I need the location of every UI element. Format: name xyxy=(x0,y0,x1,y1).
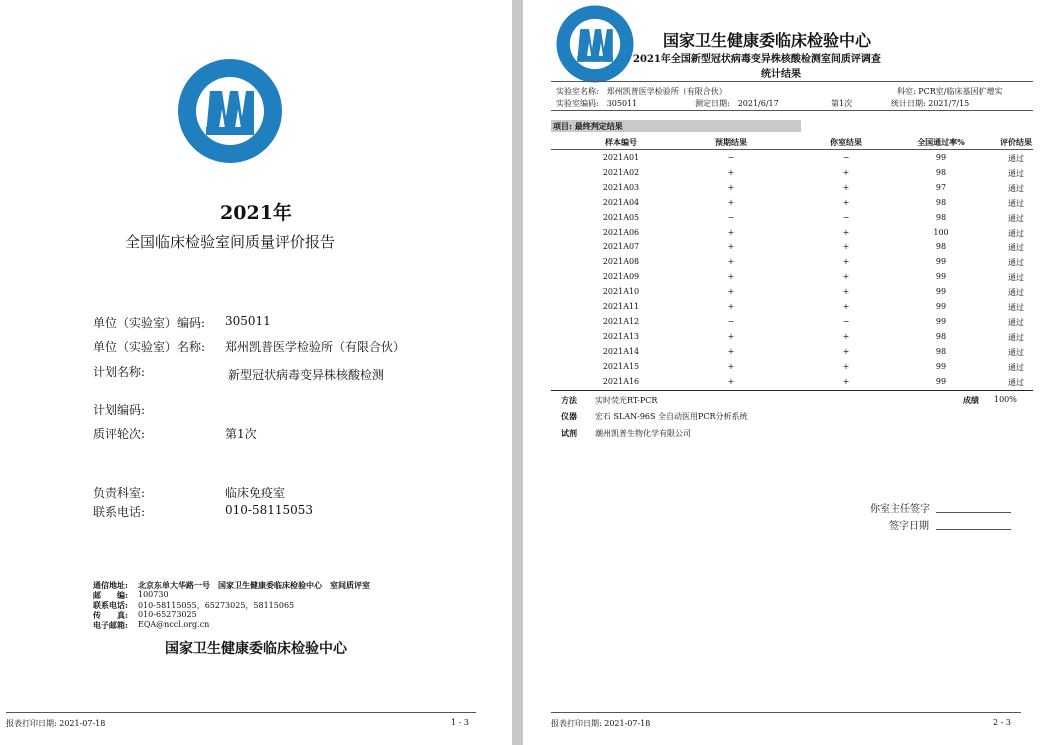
cell-pass-rate: 98 xyxy=(935,242,947,252)
signature-date-line xyxy=(936,529,1011,530)
cell-expected: + xyxy=(727,287,735,297)
cell-evaluation: 通过 xyxy=(1008,362,1024,372)
director-signature-label: 你室主任签字 xyxy=(870,504,930,515)
table-row xyxy=(551,257,1033,272)
cell-expected: + xyxy=(727,242,735,252)
instrument-label: 仪器 xyxy=(561,411,577,421)
cell-pass-rate: 99 xyxy=(935,376,947,386)
nccl-seal-logo xyxy=(555,4,635,84)
cell-evaluation: 通过 xyxy=(1008,198,1024,208)
table-row xyxy=(551,228,1033,243)
organization-name: 国家卫生健康委临床检验中心 xyxy=(165,641,347,657)
instrument-value: 宏石 SLAN-96S 全自动医用PCR分析系统 xyxy=(595,412,748,421)
cell-sample-id: 2021A10 xyxy=(602,287,640,297)
cell-pass-rate: 99 xyxy=(935,302,947,311)
cell-sample-id: 2021A07 xyxy=(602,242,640,252)
score-label: 成绩 xyxy=(963,395,979,405)
cell-evaluation: 通过 xyxy=(1008,317,1024,327)
footer-print-date: 报表打印日期: 2021-07-18 xyxy=(6,719,106,728)
info-lab-code: 实验室编码: 305011 xyxy=(556,99,638,108)
cell-expected: + xyxy=(727,227,735,237)
cell-pass-rate: 98 xyxy=(935,197,947,207)
table-row xyxy=(551,317,1033,332)
method-value: 实时荧光RT-PCR xyxy=(595,396,658,405)
field-label-lab-name: 单位（实验室）名称: xyxy=(93,340,206,354)
report-year: 2021年 xyxy=(220,202,292,224)
table-row xyxy=(551,332,1033,347)
reagent-value: 潮州凯普生物化学有限公司 xyxy=(595,429,691,438)
survey-subtitle: 统计结果 xyxy=(761,69,801,80)
cell-lab-result: + xyxy=(842,242,850,252)
contact-zip-value: 100730 xyxy=(138,590,169,599)
cell-pass-rate: 98 xyxy=(935,212,947,222)
info-lab-name: 实验室名称: 郑州凯普医学检验所（有限合伙） xyxy=(556,87,727,96)
method-label: 方法 xyxy=(561,395,577,405)
cell-pass-rate: 99 xyxy=(935,272,947,282)
table-row xyxy=(551,242,1033,257)
cell-expected: + xyxy=(727,376,735,386)
cell-lab-result: + xyxy=(842,361,850,371)
column-header-lab-result: 你室结果 xyxy=(830,137,862,147)
contact-fax-label: 传 真: xyxy=(93,610,128,620)
cell-expected: − xyxy=(727,212,735,222)
cell-pass-rate: 99 xyxy=(935,287,947,297)
cell-lab-result: + xyxy=(842,272,850,282)
cell-pass-rate: 98 xyxy=(935,167,947,177)
column-header-evaluation: 评价结果 xyxy=(1000,137,1032,147)
cell-evaluation: 通过 xyxy=(1008,273,1024,283)
table-bottom-line xyxy=(551,390,1033,391)
cell-evaluation: 通过 xyxy=(1008,243,1024,253)
contact-address-value: 北京东单大华路一号 国家卫生健康委临床检验中心 室间质评室 xyxy=(138,580,370,590)
project-label: 项目: 最终判定结果 xyxy=(551,120,801,132)
table-row xyxy=(551,168,1033,183)
cell-lab-result: + xyxy=(842,227,850,237)
footer-print-date: 报表打印日期: 2021-07-18 xyxy=(551,719,651,728)
field-label-round: 质评轮次: xyxy=(93,427,146,441)
cell-pass-rate: 98 xyxy=(935,346,947,356)
table-row xyxy=(551,362,1033,377)
cell-evaluation: 通过 xyxy=(1008,258,1024,268)
field-value-lab-name: 郑州凯普医学检验所（有限合伙） xyxy=(225,340,406,354)
cell-sample-id: 2021A01 xyxy=(602,153,640,162)
field-value-lab-code: 305011 xyxy=(225,314,271,328)
cell-expected: + xyxy=(727,257,735,267)
nccl-seal-logo xyxy=(176,57,284,165)
cell-sample-id: 2021A12 xyxy=(602,316,640,326)
table-row xyxy=(551,347,1033,362)
cell-sample-id: 2021A09 xyxy=(602,272,640,282)
cell-evaluation: 通过 xyxy=(1008,154,1024,163)
cell-sample-id: 2021A14 xyxy=(602,346,640,356)
cell-evaluation: 通过 xyxy=(1008,228,1024,238)
info-test-date: 测定日期: 2021/6/17 xyxy=(695,99,779,108)
field-label-plan-name: 计划名称: xyxy=(93,365,146,379)
cell-evaluation: 通过 xyxy=(1008,303,1024,312)
field-label-lab-code: 单位（实验室）编码: xyxy=(93,316,206,330)
cell-evaluation: 通过 xyxy=(1008,168,1024,178)
signature-date-label: 签字日期 xyxy=(889,521,929,532)
footer-divider xyxy=(6,712,476,713)
cell-evaluation: 通过 xyxy=(1008,332,1024,342)
field-value-phone: 010-58115053 xyxy=(225,503,314,517)
cell-sample-id: 2021A16 xyxy=(602,376,640,386)
statistics-results-page xyxy=(523,0,1060,745)
footer-divider xyxy=(551,712,1021,713)
column-header-expected: 预期结果 xyxy=(715,137,747,147)
cell-pass-rate: 97 xyxy=(935,182,947,192)
field-label-plan-code: 计划编码: xyxy=(93,403,146,417)
cell-expected: + xyxy=(727,197,735,207)
director-signature-line xyxy=(936,512,1011,513)
cell-expected: + xyxy=(727,302,735,311)
cell-lab-result: + xyxy=(842,257,850,267)
cell-lab-result: + xyxy=(842,182,850,192)
reagent-label: 试剂 xyxy=(561,428,577,438)
cell-expected: + xyxy=(727,331,735,341)
cell-pass-rate: 100 xyxy=(933,227,949,237)
cell-expected: + xyxy=(727,182,735,192)
field-label-phone: 联系电话: xyxy=(93,505,146,519)
column-header-pass-rate: 全国通过率% xyxy=(917,137,965,147)
field-value-department: 临床免疫室 xyxy=(225,486,286,500)
info-stat-date: 统计日期: 2021/7/15 xyxy=(891,99,970,108)
contact-zip-label: 邮 编: xyxy=(93,590,128,600)
info-round: 第1次 xyxy=(831,99,853,108)
cell-pass-rate: 98 xyxy=(935,331,947,341)
cell-evaluation: 通过 xyxy=(1008,288,1024,298)
cell-sample-id: 2021A11 xyxy=(602,302,640,311)
cell-pass-rate: 99 xyxy=(935,257,947,267)
contact-fax-value: 010-65273025 xyxy=(138,610,197,619)
cell-expected: + xyxy=(727,361,735,371)
info-bottom-line xyxy=(551,110,1033,111)
cell-sample-id: 2021A04 xyxy=(602,197,640,207)
cell-lab-result: + xyxy=(842,287,850,297)
survey-title: 2021年全国新型冠状病毒变异株核酸检测室间质评调查 xyxy=(633,54,881,65)
cell-evaluation: 通过 xyxy=(1008,213,1024,223)
cell-lab-result: + xyxy=(842,302,850,311)
cell-lab-result: + xyxy=(842,197,850,207)
footer-page-number: 1 - 3 xyxy=(451,718,469,727)
cell-pass-rate: 99 xyxy=(935,153,947,162)
cell-expected: − xyxy=(727,316,735,326)
cell-lab-result: + xyxy=(842,331,850,341)
info-department: 科室: PCR室/临床基因扩增实 xyxy=(897,87,1003,96)
field-label-department: 负责科室: xyxy=(93,486,146,500)
table-row xyxy=(551,302,1033,317)
cell-expected: + xyxy=(727,346,735,356)
table-row xyxy=(551,198,1033,213)
cell-expected: + xyxy=(727,167,735,177)
table-row xyxy=(551,213,1033,228)
table-row xyxy=(551,183,1033,198)
cell-lab-result: + xyxy=(842,346,850,356)
cell-lab-result: − xyxy=(842,212,850,222)
cell-lab-result: + xyxy=(842,167,850,177)
cell-sample-id: 2021A13 xyxy=(602,331,640,341)
cell-sample-id: 2021A03 xyxy=(602,182,640,192)
org-header: 国家卫生健康委临床检验中心 xyxy=(663,31,872,50)
table-header-line xyxy=(551,149,1033,150)
score-value: 100% xyxy=(994,395,1017,404)
cell-sample-id: 2021A05 xyxy=(602,212,640,222)
cell-expected: − xyxy=(727,153,735,162)
table-header xyxy=(551,137,1033,149)
field-value-plan-name: 新型冠状病毒变异株核酸检测 xyxy=(228,368,385,382)
cell-expected: + xyxy=(727,272,735,282)
contact-email-value: EQA@nccl.org.cn xyxy=(138,620,210,629)
cell-evaluation: 通过 xyxy=(1008,347,1024,357)
table-row xyxy=(551,153,1033,168)
cell-lab-result: − xyxy=(842,153,850,162)
cell-sample-id: 2021A06 xyxy=(602,227,640,237)
footer-page-number: 2 - 3 xyxy=(993,718,1011,727)
contact-address-label: 通信地址: xyxy=(93,580,128,590)
table-row xyxy=(551,287,1033,302)
field-value-round: 第1次 xyxy=(225,427,257,441)
cell-pass-rate: 99 xyxy=(935,316,947,326)
cell-evaluation: 通过 xyxy=(1008,183,1024,193)
cell-sample-id: 2021A15 xyxy=(602,361,640,371)
contact-phone-label: 联系电话: xyxy=(93,600,128,610)
cell-sample-id: 2021A08 xyxy=(602,257,640,267)
cell-pass-rate: 99 xyxy=(935,361,947,371)
cell-lab-result: + xyxy=(842,376,850,386)
info-top-line xyxy=(551,81,1033,82)
table-row xyxy=(551,272,1033,287)
report-title: 全国临床检验室间质量评价报告 xyxy=(124,233,335,251)
cell-evaluation: 通过 xyxy=(1008,377,1024,387)
contact-phone-value: 010-58115055，65273025，58115065 xyxy=(138,601,295,610)
contact-email-label: 电子邮箱: xyxy=(93,620,128,630)
column-header-sample-id: 样本编号 xyxy=(605,137,637,147)
cell-sample-id: 2021A02 xyxy=(602,167,640,177)
report-cover-page xyxy=(0,0,512,745)
cell-lab-result: − xyxy=(842,316,850,326)
